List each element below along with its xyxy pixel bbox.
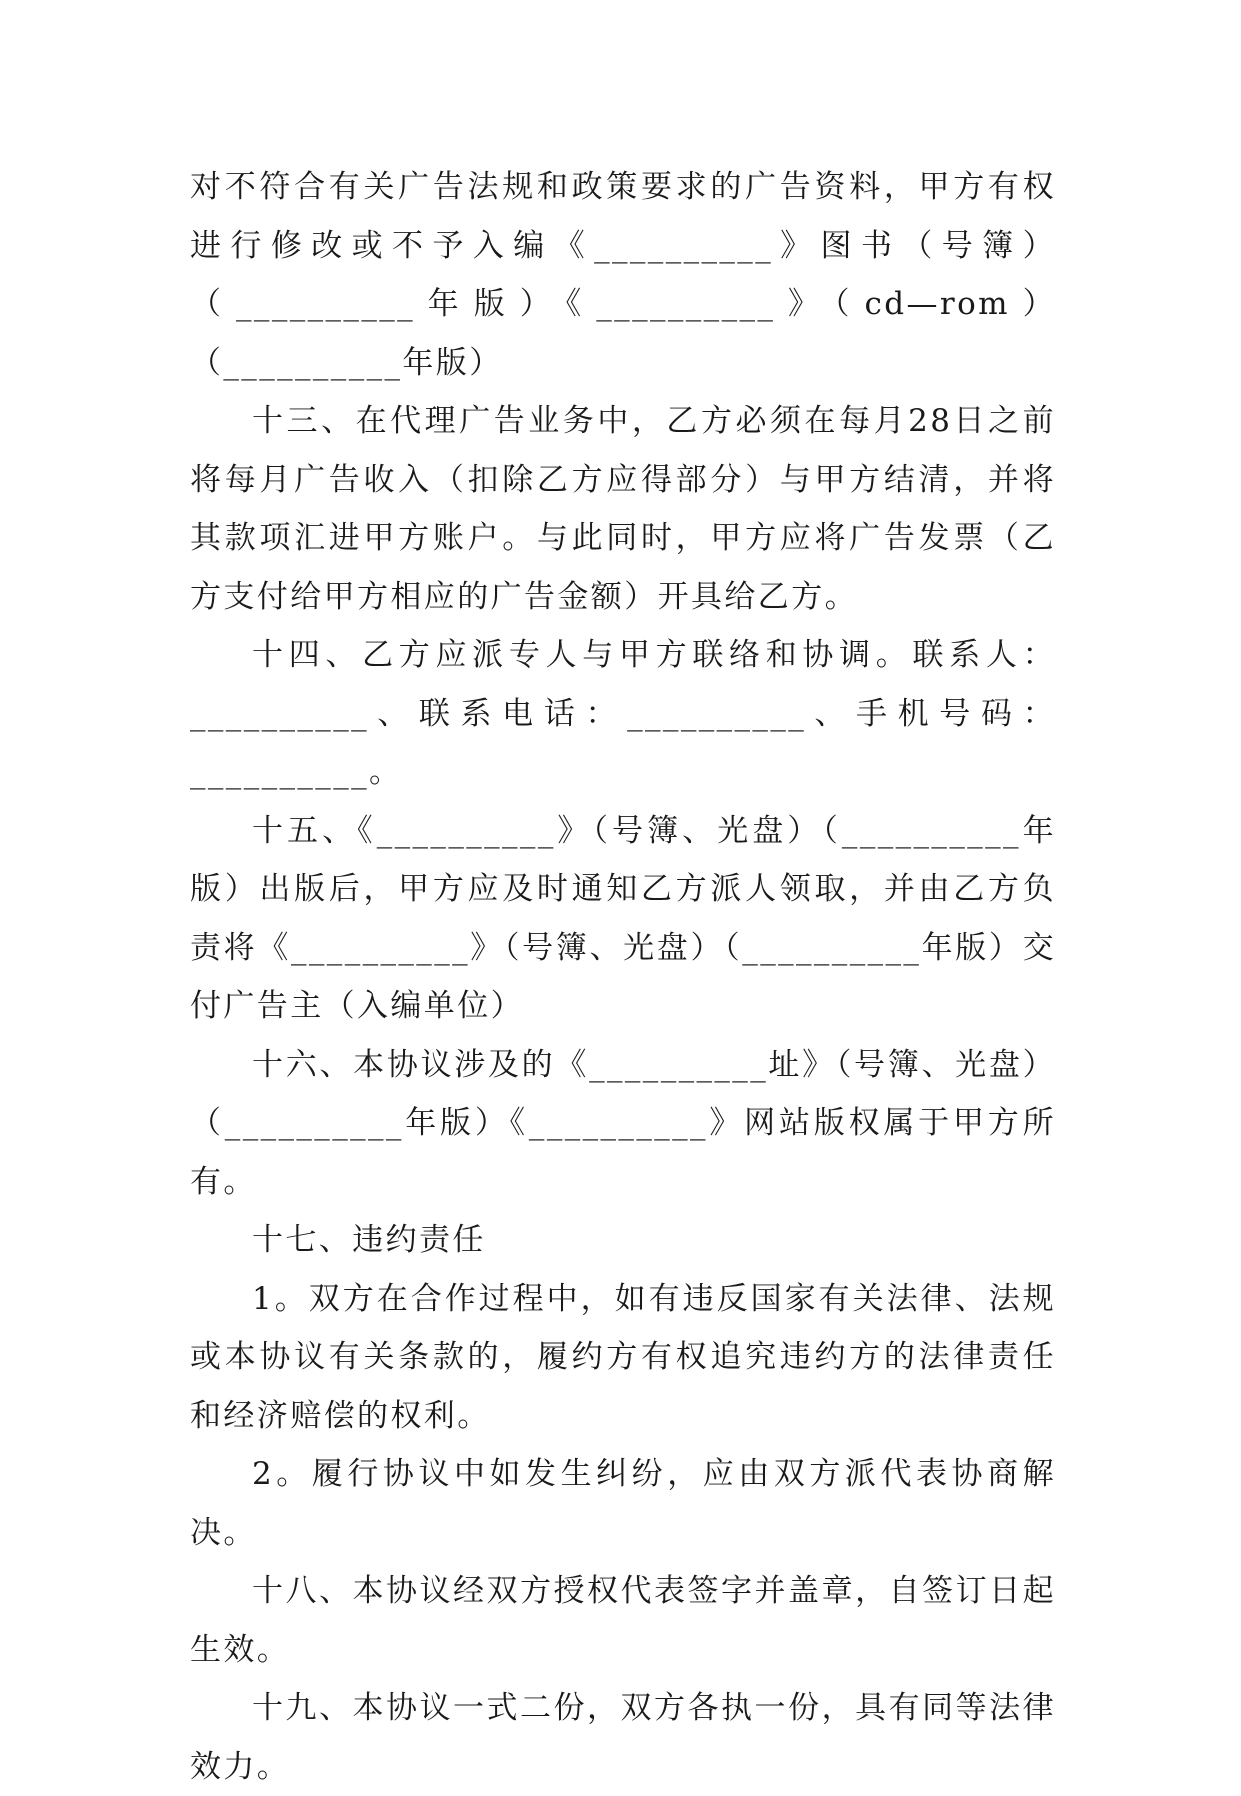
paragraph-clause-19: 十九、本协议一式二份，双方各执一份，具有同等法律效力。 xyxy=(190,1690,1056,1785)
paragraph-clause-18: 十八、本协议经双方授权代表签字并盖章，自签订日起生效。 xyxy=(190,1573,1056,1668)
paragraph-clause-17-item-1: 1。双方在合作过程中，如有违反国家有关法律、法规或本协议有关条款的，履约方有权追究违约方的法律责任和经济赔偿的权利。 xyxy=(190,1280,1056,1434)
paragraph-clause-13: 十三、在代理广告业务中，乙方必须在每月28日之前将每月广告收入（扣除乙方应得部分）与甲方结清，并将其款项汇进甲方账户。与此同时，甲方应将广告发票（乙方支付给甲方相应的广告金额）开具给乙方。 xyxy=(190,403,1056,615)
paragraph-ad-content-review: 对不符合有关广告法规和政策要求的广告资料，甲方有权进行修改或不予入编《__________》图书（号簿）（__________年版）《__________》（cd—rom）（__________年版） xyxy=(190,169,1056,381)
paragraph-clause-16: 十六、本协议涉及的《__________址》（号簿、光盘）（__________年版）《__________》网站版权属于甲方所有。 xyxy=(190,1046,1056,1200)
paragraph-clause-17-item-2: 2。履行协议中如发生纠纷，应由双方派代表协商解决。 xyxy=(190,1456,1056,1551)
paragraph-clause-15: 十五、《__________》（号簿、光盘）（__________年版）出版后，甲方应及时通知乙方派人领取，并由乙方负责将《__________》（号簿、光盘）（__________年版）交付广告主（入编单位） xyxy=(190,812,1056,1024)
paragraph-clause-14: 十四、乙方应派专人与甲方联络和协调。联系人：__________、联系电话：__________、手机号码：__________。 xyxy=(190,637,1056,790)
document-page xyxy=(190,158,1056,1796)
paragraph-clause-17-heading: 十七、违约责任 xyxy=(252,1222,486,1258)
